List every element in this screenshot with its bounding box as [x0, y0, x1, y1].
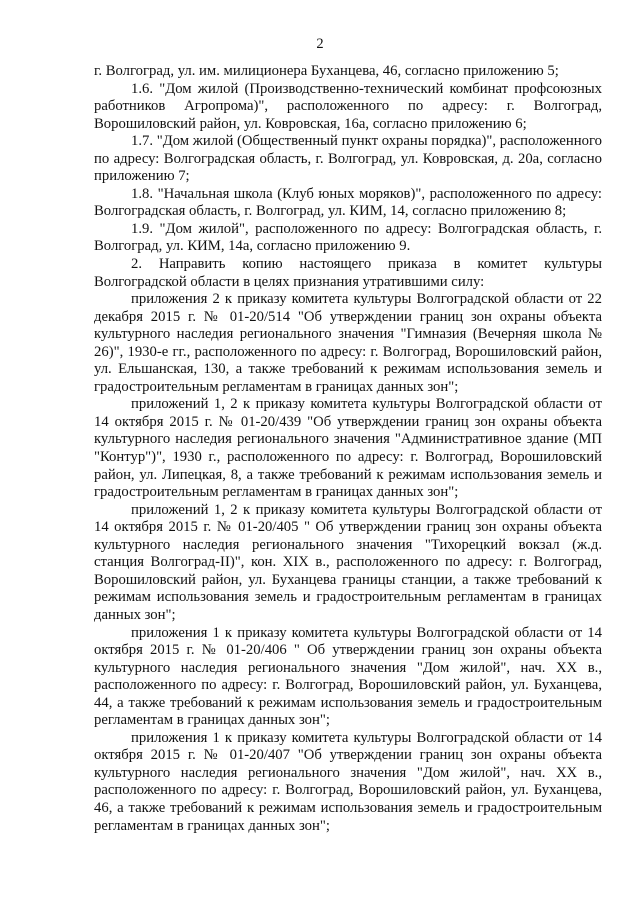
paragraph-order-439: приложений 1, 2 к приказу комитета культуры Волгоградской области от 14 октября 2015 г. № 01-20/439 "Об утверждении границ зон охраны объекта культурного наследия регионального значения "Административное здание (МП "Контур")", 1930 г., расположенного по адресу: г. Волгоград, Ворошиловский район, ул. Липецкая, 8, а также требований к режимам использования земель и градостроительным регламентам в границах данных зон";	[94, 396, 602, 501]
paragraph-item-1-6: 1.6. "Дом жилой (Производственно-технический комбинат профсоюзных работников Агропрома)", расположенного по адресу: г. Волгоград, Ворошиловский район, ул. Ковровская, 16а, согласно приложению 6;	[94, 80, 602, 132]
paragraph-item-1-8: 1.8. "Начальная школа (Клуб юных моряков)", расположенного по адресу: Волгоградская область, г. Волгоград, ул. КИМ, 14, согласно приложению 8;	[94, 185, 602, 220]
page-number: 2	[316, 36, 324, 52]
paragraph-item-2: 2. Направить копию настоящего приказа в комитет культуры Волгоградской области в целях признания утратившими силу:	[94, 256, 602, 290]
paragraph-order-407: приложения 1 к приказу комитета культуры Волгоградской области от 14 октября 2015 г. № 01-20/407 "Об утверждении границ зон охраны объекта культурного наследия регионального значения "Дом жилой", нач. XX в., расположенного по адресу: г. Волгоград, Ворошиловский район, ул. Буханцева, 46, а также требований к режимам использования земель и градостроительным регламентам в границах данных зон";	[94, 729, 602, 834]
paragraph-address-continuation: г. Волгоград, ул. им. милиционера Буханцева, 46, согласно приложению 5;	[94, 63, 559, 79]
document-body	[94, 63, 602, 835]
paragraph-order-514: приложения 2 к приказу комитета культуры Волгоградской области от 22 декабря 2015 г. № 01-20/514 "Об утверждении границ зон охраны объекта культурного наследия регионального значения "Гимназия (Вечерняя школа № 26)", 1930-е гг., расположенного по адресу: г. Волгоград, Ворошиловский район, ул. Ельшанская, 130, а также требований к режимам использования земель и градостроительным регламентам в границах данных зон";	[94, 291, 602, 395]
paragraph-order-406: приложения 1 к приказу комитета культуры Волгоградской области от 14 октября 2015 г. № 01-20/406 " Об утверждении границ зон охраны объекта культурного наследия регионального значения "Дом жилой", нач. XX в., расположенного по адресу: г. Волгоград, Ворошиловский район, ул. Буханцева, 44, а также требований к режимам использования земель и градостроительным регламентам в границах данных зон";	[94, 624, 602, 729]
paragraph-item-1-9: 1.9. "Дом жилой", расположенного по адресу: Волгоградская область, г. Волгоград, ул. КИМ, 14а, согласно приложению 9.	[94, 220, 602, 255]
paragraph-order-405: приложений 1, 2 к приказу комитета культуры Волгоградской области от 14 октября 2015 г. № 01-20/405 " Об утверждении границ зон охраны объекта культурного наследия регионального значения "Тихорецкий вокзал (ж.д. станция Волгоград-II)", кон. XIX в., расположенного по адресу: г. Волгоград, Ворошиловский район, ул. Буханцева границы станции, а также требований к режимам использования земель и градостроительным регламентам в границах данных зон";	[94, 501, 602, 623]
paragraph-item-1-7: 1.7. "Дом жилой (Общественный пункт охраны порядка)", расположенного по адресу: Волгоградская область, г. Волгоград, ул. Ковровская, д. 20а, согласно приложению 7;	[94, 133, 602, 185]
